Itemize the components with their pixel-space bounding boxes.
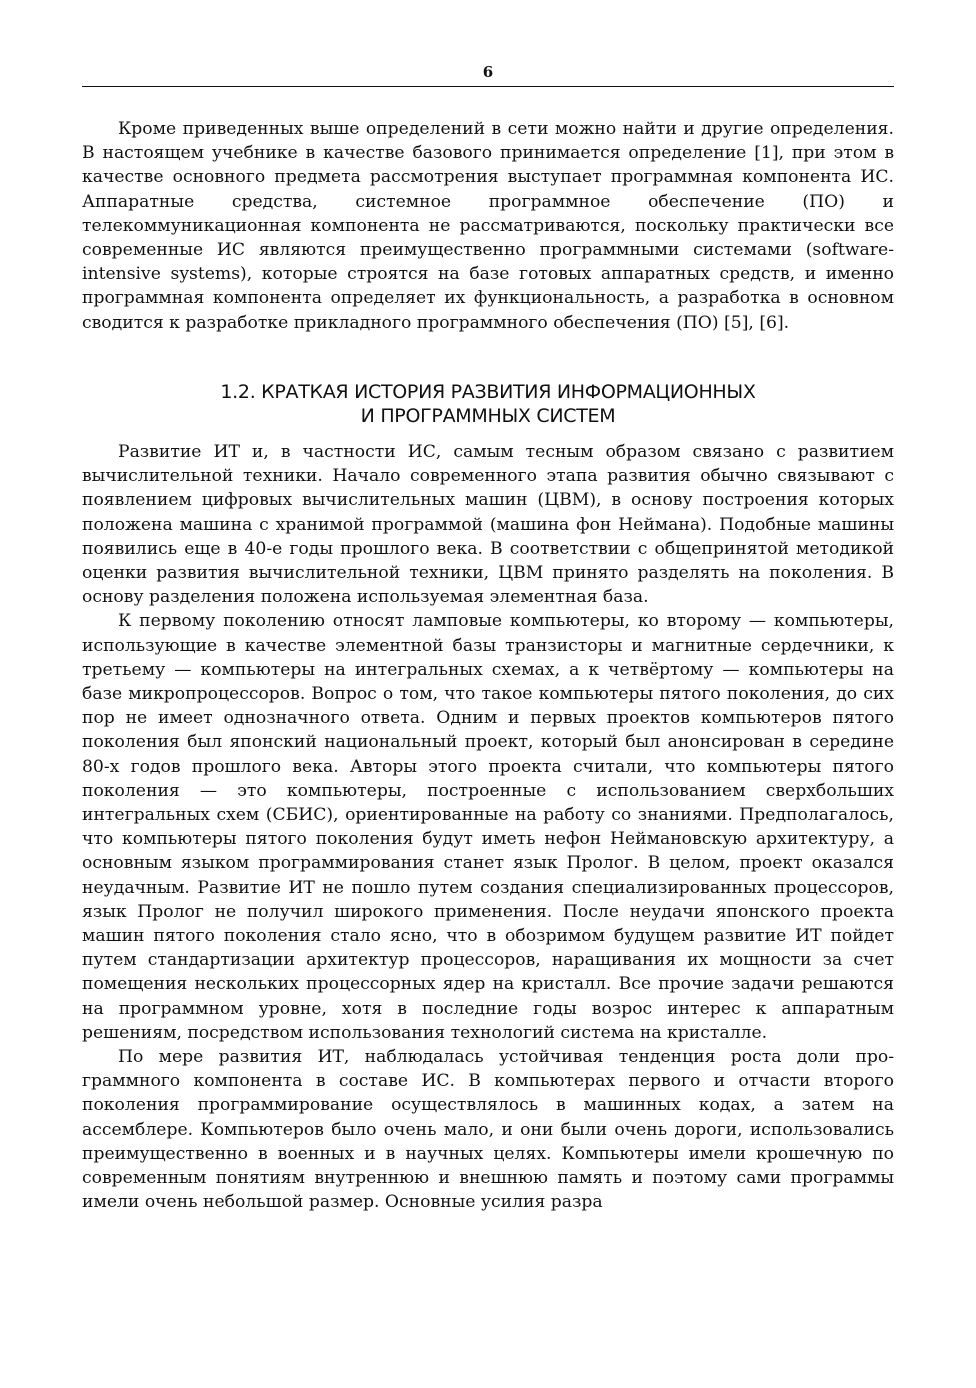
intro-paragraph: Кроме приведенных выше определений в сети можно найти и другие определения. В настоящем учебнике в качестве базового принимается определение [1], при этом в качестве основного предмета рассмотрения выступает программная компонента ИС. Аппаратные средства, системное программное обеспечение (ПО) и телекоммуникационная компонента не рассматриваются, поскольку практически все современные ИС являются преимущественно программными системами (software-intensive systems), которые строятся на базе готовых аппаратных средств, и именно программная компонента определяет их функциональность, а разработка в основном сводится к разработке прикладного программного обеспечения (ПО) [5], [6].: [82, 119, 894, 333]
section-body: [82, 440, 894, 1215]
section-paragraph-2: К первому поколению относят ламповые компьютеры, ко второму — компьютеры, использующие в качестве элементной базы транзисторы и магнитные сердечники, к третьему — компьютеры на интегральных схемах, а к четвёртому — компьютеры на базе микропроцессоров. Вопрос о том, что такое компьютеры пятого поколения, до сих пор не имеет однозначного ответа. Одним и первых проектов компьютеров пятого поколения был японский национальный проект, который был анонсирован в середине 80-х годов прошлого века. Авторы этого проекта считали, что компьютеры пятого поколения — это компьютеры, построенные с использованием сверхбольших интегральных схем (СБИС), ориентированные на работу со знаниями. Предполагалось, что компьютеры пятого поколения будут иметь нефон Неймановскую архитектуру, а основным языком программирования станет язык Пролог. В целом, проект оказался неудачным. Развитие ИТ не пошло путем создания специализированных процессоров, язык Пролог не получил широкого применения. После неудачи японского проекта машин пятого поколения стало ясно, что в обозримом будущем развитие ИТ пойдет путем стандартизации архитектур процессоров, наращивания их мощности за счет помещения нескольких процессорных ядер на кристалл. Все прочие задачи решаются на программном уровне, хотя в последние годы возрос интерес к аппаратным решениям, посредством использования технологий система на кристалле.: [82, 611, 894, 1043]
section-paragraph-1: Развитие ИТ и, в частности ИС, самым тесным образом связано с развитием вычислительной техники. Начало современного этапа развития обычно связывают с появлением цифровых вычислительных машин (ЦВМ), в основу построения которых положена машина с хранимой программой (машина фон Неймана). Подобные машины появились еще в 40-е годы прошлого века. В соответствии с общепринятой методикой оценки развития вычислительной техники, ЦВМ принято разделять на поколения. В основу разделения положена используемая элементная база.: [82, 442, 894, 608]
section-heading-line-1: 1.2. КРАТКАЯ ИСТОРИЯ РАЗВИТИЯ ИНФОРМАЦИОННЫХ: [220, 381, 756, 403]
page-number: 6: [482, 63, 494, 81]
header-rule: [82, 86, 894, 87]
section-heading-line-2: И ПРОГРАММНЫХ СИСТЕМ: [360, 405, 616, 427]
intro-block: [82, 117, 894, 335]
section-heading: [82, 380, 894, 428]
section-paragraph-3: По мере развития ИТ, наблюдалась устойчивая тенденция роста доли программного компонента в составе ИС. В компьютерах первого и отчасти второго поколения программирование осуществлялось в машинных кодах, а затем на ассемблере. Компьютеров было очень мало, и они были очень дороги, использовались преимущественно в военных и в научных целях. Компьютеры имели крошечную по современным понятиям внутреннюю и внешнюю память и поэтому сами программы имели очень небольшой размер. Основные усилия разра: [82, 1047, 894, 1213]
